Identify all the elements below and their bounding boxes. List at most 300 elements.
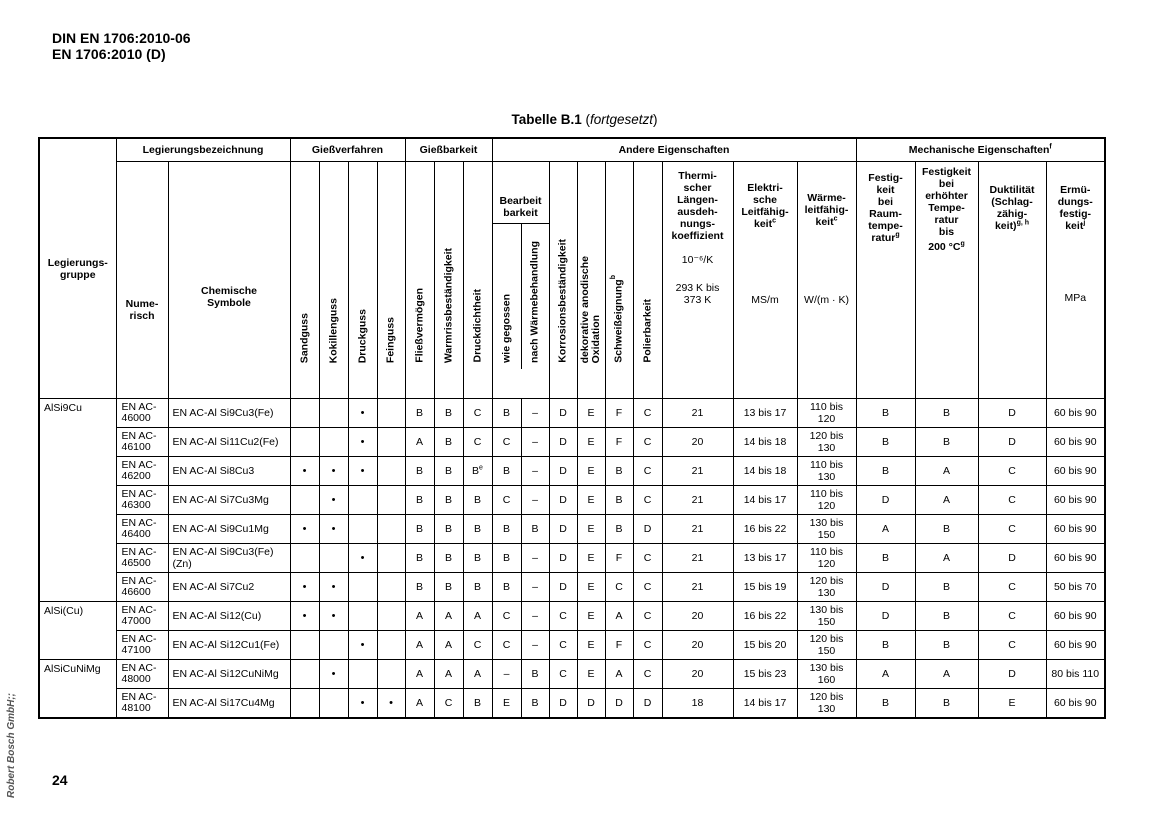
cell-value: A	[881, 668, 889, 680]
table-row	[39, 544, 1105, 573]
cell-numerisch-number: 46100	[121, 441, 151, 453]
cell-waermeleitfaehigkeit	[797, 602, 856, 631]
cell-elektr-leitfaehigkeit	[733, 689, 797, 719]
table-title-paren-close: )	[653, 112, 658, 127]
cell-fliessvermoegen	[405, 428, 434, 457]
cell-dekorativ	[577, 486, 605, 515]
cell-value: D	[559, 465, 567, 477]
group-mechanische-label: Mechanische Eigenschaften	[908, 144, 1050, 156]
cell-value: D	[587, 697, 595, 709]
cell-value: C	[643, 552, 652, 564]
cell-ermuedung	[1046, 515, 1105, 544]
cell-value: 60 bis 90	[1053, 639, 1097, 651]
cell-kokillenguss	[319, 399, 348, 428]
col-duktilitaet-footnote: g, h	[1016, 219, 1030, 227]
col-warmrissbestaendigkeit	[434, 162, 463, 399]
cell-value: B	[502, 465, 510, 477]
cell-value: C	[1008, 610, 1016, 622]
cell-festigkeit-raum	[856, 457, 915, 486]
cell-kokillenguss	[319, 457, 348, 486]
cell-value: B	[473, 581, 481, 593]
cell-value: 120 bis 130	[809, 691, 844, 715]
cell-druckguss	[348, 660, 377, 689]
cell-nach-waermebehandlung	[521, 602, 549, 631]
cell-value: D	[1008, 436, 1016, 448]
cell-druckdichtheit	[463, 399, 492, 428]
cell-footnote: e	[479, 464, 483, 472]
cell-elektr-leitfaehigkeit	[733, 631, 797, 660]
cell-value: B	[444, 494, 452, 506]
cell-fliessvermoegen	[405, 457, 434, 486]
col-elektrisch-label: Elektri- sche Leitfähig- keit	[741, 182, 789, 230]
cell-value: B	[502, 552, 510, 564]
cell-value: 15 bis 23	[743, 668, 787, 680]
bearbeitbarkeit-split	[521, 223, 522, 369]
cell-korrosion	[549, 689, 577, 719]
cell-value: 14 bis 17	[743, 697, 787, 709]
cell-value: C	[643, 465, 652, 477]
cell-festigkeit-hoch	[915, 660, 978, 689]
col-duktilitaet-wrap	[979, 162, 1046, 232]
cell-dekorativ	[577, 428, 605, 457]
cell-druckguss	[348, 428, 377, 457]
cell-value: –	[532, 436, 538, 448]
cell-value: B	[942, 697, 950, 709]
cell-value: •	[302, 523, 307, 535]
cell-feinguss	[377, 486, 405, 515]
cell-value: B	[615, 465, 623, 477]
cell-druckdichtheit	[463, 544, 492, 573]
col-fliessvermoegen	[405, 162, 434, 399]
cell-value: D	[559, 552, 567, 564]
cell-value: E	[1008, 697, 1016, 709]
cell-sandguss	[290, 660, 319, 689]
cell-value: 18	[691, 697, 704, 709]
cell-waermeleitfaehigkeit	[797, 399, 856, 428]
cell-fliessvermoegen	[405, 631, 434, 660]
table-row	[39, 573, 1105, 602]
cell-legierungsgruppe: AlSiCuNiMg	[39, 660, 116, 719]
col-duktilitaet-label: Duktilität (Schlag- zähig- keit)	[989, 184, 1035, 232]
cell-duktilitaet	[978, 602, 1046, 631]
cell-numerisch-number: 46000	[121, 412, 151, 424]
col-festigkeit-raum-footnote: g	[895, 231, 900, 239]
group-giessbarkeit: Gießbarkeit	[405, 138, 492, 162]
cell-kokillenguss	[319, 428, 348, 457]
cell-festigkeit-raum	[856, 573, 915, 602]
col-duktilitaet	[978, 162, 1046, 399]
table-title-paren-open: (	[581, 112, 590, 127]
col-thermischer-koeffizient	[662, 162, 733, 399]
table-row	[39, 399, 1105, 428]
cell-festigkeit-raum	[856, 428, 915, 457]
cell-value: B	[444, 407, 452, 419]
cell-value: C	[643, 668, 652, 680]
col-ermuedung-wrap	[1047, 162, 1105, 232]
cell-value: A	[881, 523, 889, 535]
col-schweiss-label: Schweißeignung	[612, 279, 625, 363]
cell-waermeleitfaehigkeit	[797, 631, 856, 660]
col-ermuedung-footnote: j	[1083, 219, 1086, 227]
cell-therm-koeffizient	[662, 602, 733, 631]
col-schweiss-label-wrap	[610, 275, 625, 363]
cell-schweiss	[605, 399, 633, 428]
cell-festigkeit-hoch	[915, 515, 978, 544]
cell-waermeleitfaehigkeit	[797, 428, 856, 457]
cell-value: B	[444, 465, 452, 477]
cell-value: 60 bis 90	[1053, 610, 1097, 622]
cell-numerisch-prefix: EN AC-	[121, 633, 157, 645]
cell-sandguss	[290, 544, 319, 573]
col-elektrisch-footnote: c	[772, 217, 776, 225]
cell-value: F	[615, 639, 623, 651]
cell-korrosion	[549, 486, 577, 515]
cell-schweiss	[605, 544, 633, 573]
cell-kokillenguss	[319, 486, 348, 515]
col-waerme-label-wrap	[798, 162, 856, 228]
cell-polier	[633, 573, 662, 602]
col-kokillenguss	[319, 162, 348, 399]
cell-chemische-symbole: EN AC-Al Si12Cu1(Fe)	[168, 631, 290, 660]
cell-numerisch-prefix: EN AC-	[121, 430, 157, 442]
cell-therm-koeffizient	[662, 399, 733, 428]
cell-numerisch-prefix: EN AC-	[121, 459, 157, 471]
cell-ermuedung	[1046, 660, 1105, 689]
cell-kokillenguss	[319, 602, 348, 631]
table-row	[39, 660, 1105, 689]
cell-numerisch	[116, 689, 168, 719]
cell-value: E	[587, 523, 595, 535]
cell-value: C	[502, 436, 511, 448]
cell-warmriss	[434, 515, 463, 544]
cell-nach-waermebehandlung	[521, 515, 549, 544]
cell-wie-gegossen	[492, 428, 521, 457]
document-header	[52, 30, 191, 62]
cell-kokillenguss	[319, 515, 348, 544]
cell-value: 130 bis 150	[809, 517, 844, 541]
cell-feinguss	[377, 544, 405, 573]
cell-numerisch	[116, 544, 168, 573]
cell-nach-waermebehandlung	[521, 660, 549, 689]
cell-wie-gegossen	[492, 457, 521, 486]
cell-value: D	[559, 523, 567, 535]
col-feinguss-label: Feinguss	[384, 316, 397, 363]
cell-value: 120 bis 130	[809, 575, 844, 599]
group-mechanische-footnote: f	[1049, 143, 1052, 151]
cell-dekorativ	[577, 573, 605, 602]
cell-therm-koeffizient	[662, 573, 733, 602]
col-elektrisch-label-wrap	[734, 162, 797, 230]
cell-value: B	[502, 581, 510, 593]
cell-schweiss	[605, 457, 633, 486]
cell-druckdichtheit	[463, 428, 492, 457]
cell-value: E	[587, 668, 595, 680]
cell-warmriss	[434, 486, 463, 515]
cell-numerisch	[116, 660, 168, 689]
cell-nach-waermebehandlung	[521, 544, 549, 573]
cell-elektr-leitfaehigkeit	[733, 573, 797, 602]
cell-value: 16 bis 22	[743, 610, 787, 622]
cell-nach-waermebehandlung	[521, 486, 549, 515]
cell-numerisch-prefix: EN AC-	[121, 546, 157, 558]
cell-schweiss	[605, 631, 633, 660]
cell-korrosion	[549, 428, 577, 457]
cell-value: •	[331, 581, 336, 593]
cell-druckdichtheit	[463, 602, 492, 631]
cell-value: B	[444, 523, 452, 535]
cell-value: –	[532, 494, 538, 506]
cell-value: A	[415, 436, 423, 448]
cell-value: 110 bis 120	[809, 546, 844, 570]
cell-value: •	[360, 436, 365, 448]
cell-festigkeit-hoch	[915, 399, 978, 428]
cell-value: A	[942, 465, 950, 477]
cell-polier	[633, 631, 662, 660]
cell-value: 21	[691, 465, 704, 477]
cell-nach-waermebehandlung	[521, 428, 549, 457]
cell-chemische-symbole: EN AC-Al Si8Cu3	[168, 457, 290, 486]
cell-fliessvermoegen	[405, 689, 434, 719]
cell-fliessvermoegen	[405, 660, 434, 689]
cell-nach-waermebehandlung	[521, 689, 549, 719]
cell-value: 120 bis 150	[809, 633, 844, 657]
cell-festigkeit-raum	[856, 660, 915, 689]
cell-value: E	[587, 436, 595, 448]
cell-value: B	[415, 407, 423, 419]
cell-value: •	[331, 494, 336, 506]
group-legierungsbezeichnung: Legierungsbezeichnung	[116, 138, 290, 162]
cell-warmriss	[434, 573, 463, 602]
cell-value: C	[473, 436, 482, 448]
cell-sandguss	[290, 428, 319, 457]
cell-value: C	[643, 407, 652, 419]
cell-nach-waermebehandlung	[521, 573, 549, 602]
cell-value: 14 bis 17	[743, 494, 787, 506]
cell-duktilitaet	[978, 428, 1046, 457]
cell-korrosion	[549, 515, 577, 544]
cell-value: B	[472, 465, 480, 477]
cell-numerisch	[116, 486, 168, 515]
cell-value: B	[942, 639, 950, 651]
cell-value: B	[415, 552, 423, 564]
cell-polier	[633, 428, 662, 457]
col-festigkeit-raum-label: Festig- keit bei Raum- tempe- ratur	[868, 172, 903, 244]
cell-value: A	[473, 668, 481, 680]
cell-value: 60 bis 90	[1053, 407, 1097, 419]
cell-value: –	[503, 668, 510, 680]
cell-therm-koeffizient	[662, 486, 733, 515]
cell-value: •	[302, 581, 307, 593]
cell-warmriss	[434, 544, 463, 573]
cell-schweiss	[605, 515, 633, 544]
cell-value: B	[942, 407, 950, 419]
cell-druckdichtheit	[463, 689, 492, 719]
col-waerme-label: Wärme- leitfähig- keit	[804, 192, 849, 228]
cell-value: 130 bis 150	[809, 604, 844, 628]
cell-value: B	[881, 552, 889, 564]
cell-festigkeit-hoch	[915, 428, 978, 457]
cell-druckguss	[348, 486, 377, 515]
cell-value: B	[881, 639, 889, 651]
cell-value: •	[331, 668, 336, 680]
cell-therm-koeffizient	[662, 515, 733, 544]
cell-value: •	[331, 465, 336, 477]
cell-feinguss	[377, 399, 405, 428]
cell-value: E	[587, 465, 595, 477]
cell-kokillenguss	[319, 689, 348, 719]
cell-dekorativ	[577, 660, 605, 689]
cell-value: C	[1008, 581, 1016, 593]
cell-festigkeit-hoch	[915, 573, 978, 602]
cell-festigkeit-raum	[856, 486, 915, 515]
cell-value: B	[415, 523, 423, 535]
cell-value: –	[532, 639, 538, 651]
cell-value: D	[881, 610, 890, 622]
cell-numerisch-prefix: EN AC-	[121, 401, 157, 413]
col-festigkeit-raum-wrap	[857, 162, 915, 244]
cell-fliessvermoegen	[405, 515, 434, 544]
col-festigkeit-hoch-label: Festigkeit bei erhöhter Tempe- ratur bis	[921, 166, 971, 238]
cell-value: 21	[691, 552, 704, 564]
cell-value: C	[1008, 523, 1016, 535]
cell-numerisch-prefix: EN AC-	[121, 575, 157, 587]
col-polierbarkeit	[633, 162, 662, 399]
cell-value: –	[532, 581, 538, 593]
cell-sandguss	[290, 602, 319, 631]
table-title	[0, 112, 1169, 127]
cell-value: B	[473, 697, 481, 709]
cell-value: C	[502, 610, 511, 622]
col-chemische-symbole: Chemische Symbole	[168, 162, 290, 399]
cell-dekorativ	[577, 689, 605, 719]
cell-waermeleitfaehigkeit	[797, 515, 856, 544]
cell-ermuedung	[1046, 457, 1105, 486]
cell-value: C	[643, 639, 652, 651]
cell-chemische-symbole: EN AC-Al Si7Cu3Mg	[168, 486, 290, 515]
cell-duktilitaet	[978, 573, 1046, 602]
cell-value: 60 bis 90	[1053, 436, 1097, 448]
cell-wie-gegossen	[492, 486, 521, 515]
cell-festigkeit-raum	[856, 602, 915, 631]
cell-value: D	[1008, 668, 1016, 680]
cell-value: F	[615, 407, 623, 419]
cell-feinguss	[377, 515, 405, 544]
cell-value: A	[473, 610, 481, 622]
cell-festigkeit-hoch	[915, 544, 978, 573]
cell-value: •	[360, 697, 365, 709]
col-thermisch-label: Thermi- scher Längen- ausdeh- nungs- koeffizient	[671, 170, 724, 242]
cell-fliessvermoegen	[405, 399, 434, 428]
cell-chemische-symbole: EN AC-Al Si12(Cu)	[168, 602, 290, 631]
cell-nach-waermebehandlung	[521, 457, 549, 486]
group-mechanische-eigenschaften	[856, 138, 1105, 162]
cell-elektr-leitfaehigkeit	[733, 544, 797, 573]
cell-therm-koeffizient	[662, 689, 733, 719]
cell-druckguss	[348, 573, 377, 602]
cell-warmriss	[434, 602, 463, 631]
cell-value: E	[587, 407, 595, 419]
cell-feinguss	[377, 428, 405, 457]
col-waerme-footnote: c	[833, 215, 838, 223]
cell-value: E	[587, 610, 595, 622]
cell-value: C	[615, 581, 623, 593]
cell-value: C	[559, 639, 567, 651]
table-row	[39, 631, 1105, 660]
cell-chemische-symbole: EN AC-Al Si11Cu2(Fe)	[168, 428, 290, 457]
cell-value: –	[532, 465, 538, 477]
col-festigkeit-hoch-footnote: g	[960, 240, 965, 248]
cell-druckguss	[348, 515, 377, 544]
cell-numerisch-prefix: EN AC-	[121, 604, 157, 616]
cell-polier	[633, 486, 662, 515]
cell-value: D	[559, 436, 567, 448]
table-title-continued: fortgesetzt	[590, 112, 654, 127]
table-row	[39, 515, 1105, 544]
cell-ermuedung	[1046, 573, 1105, 602]
cell-value: •	[360, 639, 365, 651]
cell-fliessvermoegen	[405, 486, 434, 515]
cell-druckdichtheit	[463, 486, 492, 515]
col-dekorativ-label: dekorative anodische Oxidation	[579, 255, 602, 363]
cell-numerisch-number: 48100	[121, 702, 151, 714]
col-korrosion-label: Korrosionsbeständigkeit	[556, 239, 569, 363]
alloy-properties-table	[38, 137, 1106, 719]
cell-value: D	[881, 581, 890, 593]
cell-warmriss	[434, 399, 463, 428]
cell-duktilitaet	[978, 631, 1046, 660]
cell-value: B	[881, 407, 889, 419]
col-festigkeit-hoch-temp: 200 °C	[928, 241, 961, 253]
cell-ermuedung	[1046, 602, 1105, 631]
cell-value: 60 bis 90	[1053, 494, 1097, 506]
cell-value: E	[587, 581, 595, 593]
cell-korrosion	[549, 660, 577, 689]
cell-ermuedung	[1046, 486, 1105, 515]
cell-sandguss	[290, 515, 319, 544]
cell-numerisch-prefix: EN AC-	[121, 691, 157, 703]
cell-value: A	[415, 697, 423, 709]
cell-wie-gegossen	[492, 631, 521, 660]
cell-value: C	[643, 494, 652, 506]
col-druckdichtheit	[463, 162, 492, 399]
table-title-label: Tabelle B.1	[511, 112, 582, 127]
cell-kokillenguss	[319, 631, 348, 660]
cell-druckdichtheit	[463, 573, 492, 602]
cell-numerisch-number: 48000	[121, 673, 151, 685]
cell-value: A	[942, 552, 950, 564]
cell-wie-gegossen	[492, 689, 521, 719]
cell-value: 21	[691, 581, 704, 593]
cell-chemische-symbole: EN AC-Al Si9Cu1Mg	[168, 515, 290, 544]
cell-elektr-leitfaehigkeit	[733, 486, 797, 515]
cell-sandguss	[290, 573, 319, 602]
cell-value: •	[360, 407, 365, 419]
cell-numerisch-prefix: EN AC-	[121, 488, 157, 500]
col-thermisch-unit: 10⁻⁶/K	[681, 254, 714, 266]
table-row	[39, 428, 1105, 457]
cell-druckguss	[348, 457, 377, 486]
cell-value: 21	[691, 407, 704, 419]
cell-waermeleitfaehigkeit	[797, 689, 856, 719]
cell-value: C	[502, 639, 511, 651]
cell-value: C	[444, 697, 453, 709]
cell-polier	[633, 515, 662, 544]
cell-schweiss	[605, 573, 633, 602]
cell-value: B	[615, 523, 623, 535]
cell-value: B	[881, 465, 889, 477]
cell-value: •	[302, 465, 307, 477]
cell-value: 50 bis 70	[1053, 581, 1097, 593]
